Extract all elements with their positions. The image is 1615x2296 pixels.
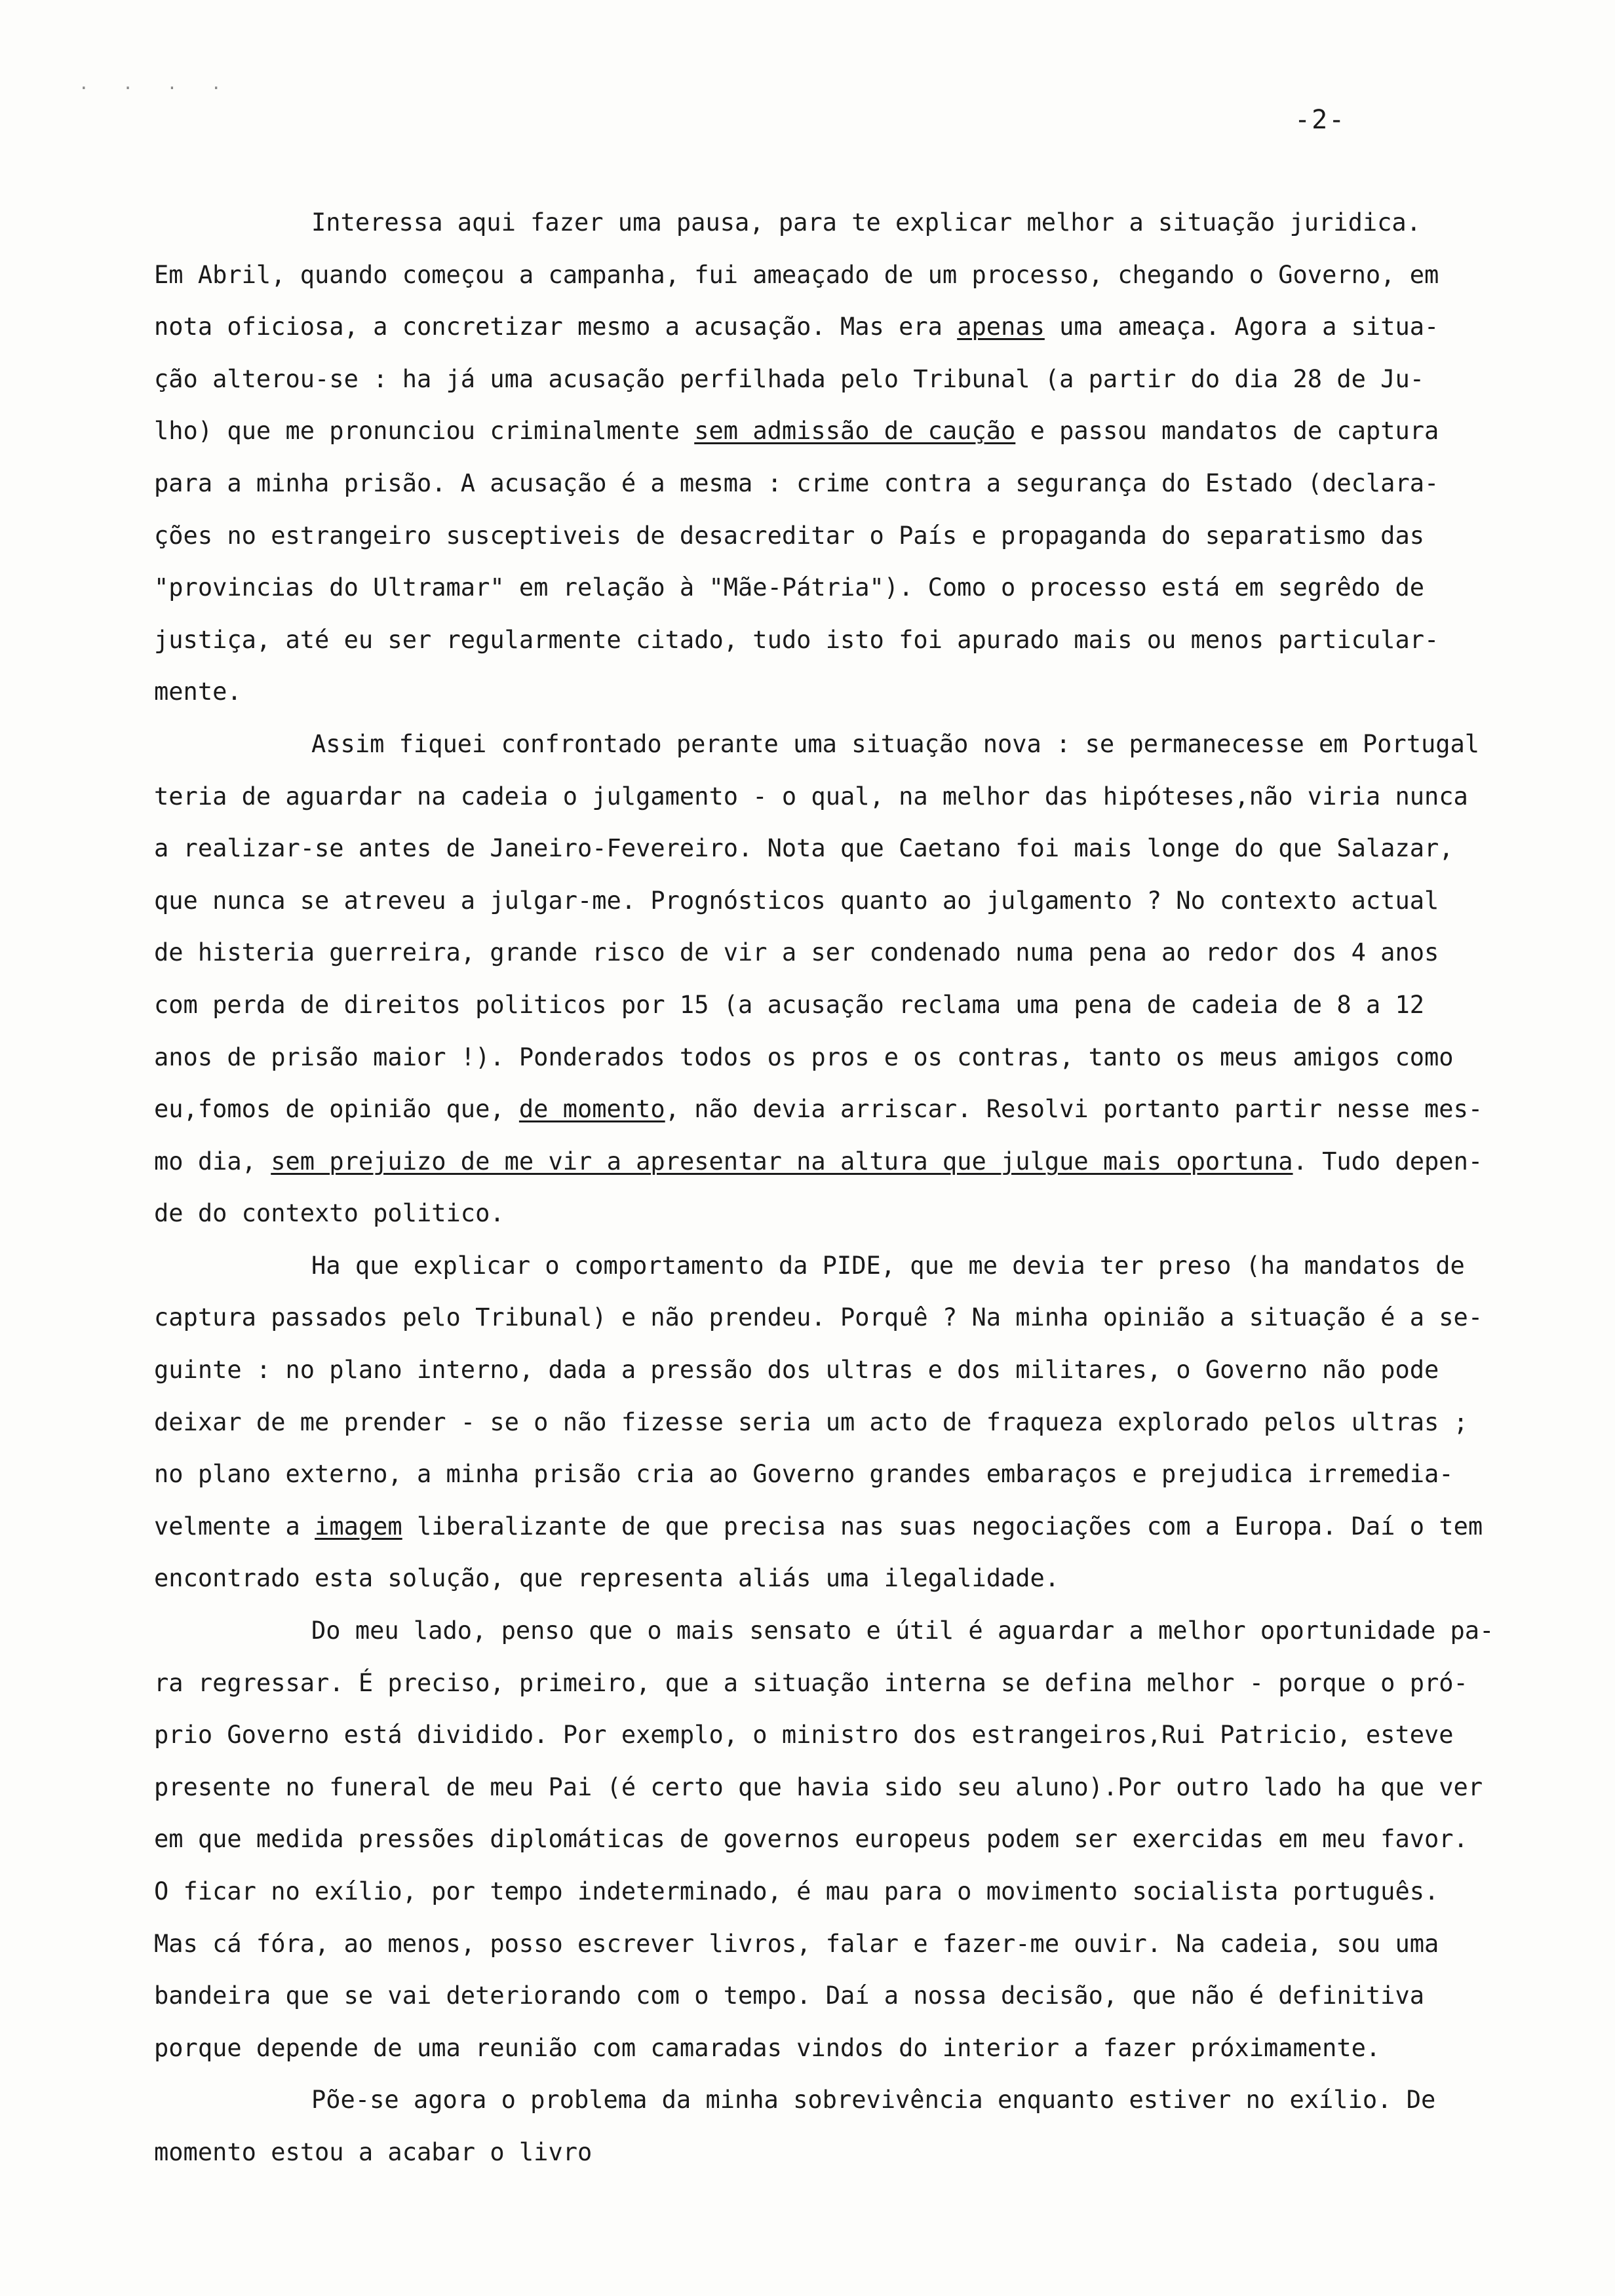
text-segment: mente. bbox=[154, 678, 242, 706]
text-line bbox=[154, 510, 1576, 562]
text-line bbox=[154, 1083, 1576, 1136]
text-line bbox=[154, 1657, 1576, 1710]
paragraph bbox=[154, 197, 1576, 718]
text-segment: mo dia, bbox=[154, 1147, 271, 1176]
page-number: -2- bbox=[1294, 105, 1346, 135]
text-line bbox=[154, 1918, 1576, 1970]
text-segment: O ficar no exílio, por tempo indeterminado, é mau para o movimento socialista português. bbox=[154, 1877, 1439, 1905]
text-segment: Em Abril, quando começou a campanha, fui ameaçado de um processo, chegando o Governo, em bbox=[154, 260, 1439, 289]
text-segment: eu,fomos de opinião que, bbox=[154, 1095, 519, 1124]
text-line bbox=[154, 1292, 1576, 1344]
text-segment: uma ameaça. Agora a situa- bbox=[1044, 313, 1439, 341]
text-line bbox=[154, 562, 1576, 614]
text-segment: em que medida pressões diplomáticas de governos europeus podem ser exercidas em meu favor. bbox=[154, 1825, 1468, 1854]
text-line bbox=[154, 614, 1576, 666]
text-line bbox=[154, 1031, 1576, 1084]
text-line bbox=[154, 301, 1576, 353]
scan-specks: · · · · bbox=[79, 79, 233, 98]
text-segment: Assim fiquei confrontado perante uma situação nova : se permanecesse em Portugal bbox=[311, 729, 1480, 758]
text-line bbox=[154, 1344, 1576, 1396]
text-segment: anos de prisão maior !). Ponderados todos os pros e os contras, tanto os meus amigos como bbox=[154, 1043, 1454, 1071]
text-line bbox=[154, 822, 1576, 875]
text-segment: que nunca se atreveu a julgar-me. Prognósticos quanto ao julgamento ? No contexto actual bbox=[154, 886, 1439, 915]
text-segment: porque depende de uma reunião com camaradas vindos do interior a fazer próximamente. bbox=[154, 2033, 1381, 2062]
text-line bbox=[154, 457, 1576, 510]
text-segment: justiça, até eu ser regularmente citado, tudo isto foi apurado mais ou menos particular- bbox=[154, 625, 1439, 654]
text-line bbox=[154, 197, 1576, 249]
text-line bbox=[154, 1501, 1576, 1553]
text-line bbox=[154, 2074, 1576, 2126]
text-segment: nota oficiosa, a concretizar mesmo a acusação. Mas era bbox=[154, 313, 958, 341]
text-line bbox=[154, 875, 1576, 927]
paragraph bbox=[154, 1605, 1576, 2074]
text-line bbox=[154, 353, 1576, 406]
text-line bbox=[154, 1396, 1576, 1449]
text-segment: para a minha prisão. A acusação é a mesma : crime contra a segurança do Estado (declara- bbox=[154, 469, 1439, 497]
text-line bbox=[154, 1552, 1576, 1605]
text-segment: Do meu lado, penso que o mais sensato e útil é aguardar a melhor oportunidade pa- bbox=[311, 1617, 1494, 1645]
text-segment: de histeria guerreira, grande risco de vir a ser condenado numa pena ao redor dos 4 anos bbox=[154, 938, 1439, 967]
text-segment: . Tudo depen- bbox=[1293, 1147, 1483, 1176]
text-segment: ções no estrangeiro susceptiveis de desacreditar o País e propaganda do separatismo das bbox=[154, 521, 1425, 550]
paragraph bbox=[154, 718, 1576, 1240]
text-segment: velmente a bbox=[154, 1512, 315, 1540]
letter-body bbox=[154, 197, 1576, 2179]
text-line bbox=[154, 1813, 1576, 1866]
text-segment: deixar de me prender - se o não fizesse seria um acto de fraqueza explorado pelos ultras ; bbox=[154, 1407, 1468, 1436]
text-segment: "provincias do Ultramar" em relação à "Mãe-Pátria"). Como o processo está em segrêdo de bbox=[154, 573, 1425, 602]
text-segment: prio Governo está dividido. Por exemplo, o ministro dos estrangeiros,Rui Patricio, esteve bbox=[154, 1721, 1454, 1750]
text-segment: bandeira que se vai deteriorando com o tempo. Daí a nossa decisão, que não é definitiva bbox=[154, 1981, 1425, 2010]
text-line bbox=[154, 1709, 1576, 1761]
text-segment: de do contexto politico. bbox=[154, 1199, 505, 1228]
text-segment: , não devia arriscar. Resolvi portanto partir nesse mes- bbox=[665, 1095, 1483, 1124]
text-segment: e passou mandatos de captura bbox=[1015, 417, 1439, 446]
text-line bbox=[154, 718, 1576, 771]
text-segment: momento estou a acabar o livro bbox=[154, 2137, 593, 2166]
text-line bbox=[154, 1136, 1576, 1188]
paragraph bbox=[154, 1240, 1576, 1605]
paragraph bbox=[154, 2074, 1576, 2178]
text-line bbox=[154, 1240, 1576, 1292]
text-segment: liberalizante de que precisa nas suas negociações com a Europa. Daí o tem bbox=[402, 1512, 1483, 1540]
underlined-text: sem admissão de caução bbox=[694, 417, 1016, 446]
text-line bbox=[154, 1761, 1576, 1814]
text-line bbox=[154, 771, 1576, 823]
text-segment: com perda de direitos politicos por 15 (a acusação reclama uma pena de cadeia de 8 a 12 bbox=[154, 990, 1425, 1019]
underlined-text: sem prejuizo de me vir a apresentar na altura que julgue mais oportuna bbox=[271, 1147, 1293, 1176]
text-segment: encontrado esta solução, que representa aliás uma ilegalidade. bbox=[154, 1564, 1060, 1593]
text-line bbox=[154, 2126, 1576, 2179]
text-segment: ra regressar. É preciso, primeiro, que a situação interna se defina melhor - porque o pró- bbox=[154, 1668, 1468, 1697]
text-segment: Põe-se agora o problema da minha sobrevivência enquanto estiver no exílio. De bbox=[311, 2086, 1436, 2114]
text-line bbox=[154, 249, 1576, 301]
text-segment: Mas cá fóra, ao menos, posso escrever livros, falar e fazer-me ouvir. Na cadeia, sou uma bbox=[154, 1929, 1439, 1958]
text-segment: a realizar-se antes de Janeiro-Fevereiro. Nota que Caetano foi mais longe do que Salazar, bbox=[154, 834, 1454, 863]
text-line bbox=[154, 1187, 1576, 1240]
text-segment: lho) que me pronunciou criminalmente bbox=[154, 417, 695, 446]
text-segment: Ha que explicar o comportamento da PIDE, que me devia ter preso (ha mandatos de bbox=[311, 1251, 1465, 1280]
text-line bbox=[154, 979, 1576, 1031]
text-segment: teria de aguardar na cadeia o julgamento - o qual, na melhor das hipóteses,não viria nunca bbox=[154, 782, 1468, 811]
text-line bbox=[154, 405, 1576, 457]
text-segment: guinte : no plano interno, dada a pressão dos ultras e dos militares, o Governo não pode bbox=[154, 1356, 1439, 1385]
text-line bbox=[154, 666, 1576, 718]
text-line bbox=[154, 1605, 1576, 1657]
underlined-text: apenas bbox=[957, 313, 1045, 341]
text-line bbox=[154, 927, 1576, 979]
underlined-text: de momento bbox=[518, 1095, 665, 1124]
text-segment: ção alterou-se : ha já uma acusação perfilhada pelo Tribunal (a partir do dia 28 de Ju- bbox=[154, 364, 1425, 393]
text-line bbox=[154, 1970, 1576, 2022]
text-segment: Interessa aqui fazer uma pausa, para te explicar melhor a situação juridica. bbox=[311, 208, 1421, 237]
underlined-text: imagem bbox=[315, 1512, 402, 1540]
text-line bbox=[154, 2022, 1576, 2075]
text-segment: captura passados pelo Tribunal) e não prendeu. Porquê ? Na minha opinião a situação é a se- bbox=[154, 1303, 1483, 1332]
text-line bbox=[154, 1866, 1576, 1918]
text-line bbox=[154, 1448, 1576, 1501]
text-segment: no plano externo, a minha prisão cria ao Governo grandes embaraços e prejudica irremedia- bbox=[154, 1460, 1454, 1489]
text-segment: presente no funeral de meu Pai (é certo que havia sido seu aluno).Por outro lado ha que ver bbox=[154, 1772, 1483, 1801]
